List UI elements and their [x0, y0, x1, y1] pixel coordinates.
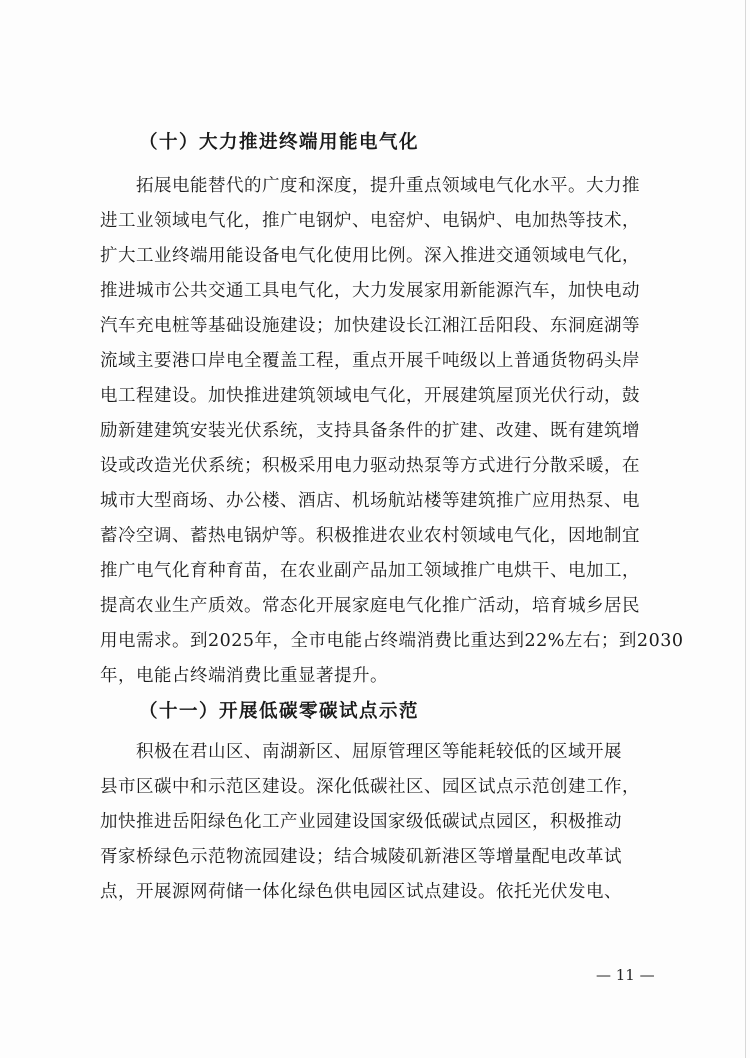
- section-11-heading: （十一）开展低碳零碳试点示范: [139, 701, 420, 722]
- section-10-line: 励新建建筑安装光伏系统，支持具备条件的扩建、改建、既有建筑增: [100, 421, 640, 441]
- section-10-line: 蓄冷空调、蓄热电锅炉等。积极推进农业农村领域电气化，因地制宜: [100, 526, 640, 546]
- section-11-line: 点，开展源网荷储一体化绿色供电园区试点建设。依托光伏发电、: [100, 882, 622, 902]
- section-10-line: 汽车充电桩等基础设施建设；加快建设长江湘江岳阳段、东洞庭湖等: [100, 316, 640, 336]
- section-11-line: 胥家桥绿色示范物流园建设；结合城陵矶新港区等增量配电改革试: [100, 847, 622, 867]
- section-10-line: 流域主要港口岸电全覆盖工程，重点开展千吨级以上普通货物码头岸: [100, 351, 640, 371]
- section-10-line: 进工业领域电气化，推广电钢炉、电窑炉、电锅炉、电加热等技术，: [100, 211, 640, 231]
- section-10-heading: （十）大力推进终端用能电气化: [139, 132, 420, 153]
- section-10-line: 设或改造光伏系统；积极采用电力驱动热泵等方式进行分散采暖，在: [100, 456, 640, 476]
- section-10-line: 电工程建设。加快推进建筑领域电气化，开展建筑屋顶光伏行动，鼓: [100, 386, 640, 406]
- section-11-line: 加快推进岳阳绿色化工产业园建设国家级低碳试点园区，积极推动: [100, 812, 622, 832]
- page-edge: [745, 0, 746, 1058]
- section-10-line: 提高农业生产质效。常态化开展家庭电气化推广活动，培育城乡居民: [100, 596, 640, 616]
- section-11-line: 县市区碳中和示范区建设。深化低碳社区、园区试点示范创建工作，: [100, 777, 640, 797]
- section-10-line: 年，电能占终端消费比重显著提升。: [100, 666, 388, 686]
- section-10-line: 用电需求。到2025年，全市电能占终端消费比重达到22%左右；到2030: [100, 631, 684, 651]
- section-11-line: 积极在君山区、南湖新区、屈原管理区等能耗较低的区域开展: [136, 742, 622, 762]
- section-10-line: 城市大型商场、办公楼、酒店、机场航站楼等建筑推广应用热泵、电: [100, 491, 640, 511]
- section-10-line: 扩大工业终端用能设备电气化使用比例。深入推进交通领域电气化，: [100, 246, 640, 266]
- section-10-line: 推广电气化育种育苗，在农业副产品加工领域推广电烘干、电加工，: [100, 561, 640, 581]
- page-number: — 11 —: [596, 966, 655, 984]
- section-10-line: 拓展电能替代的广度和深度，提升重点领域电气化水平。大力推: [136, 176, 640, 196]
- section-10-line: 推进城市公共交通工具电气化，大力发展家用新能源汽车，加快电动: [100, 281, 640, 301]
